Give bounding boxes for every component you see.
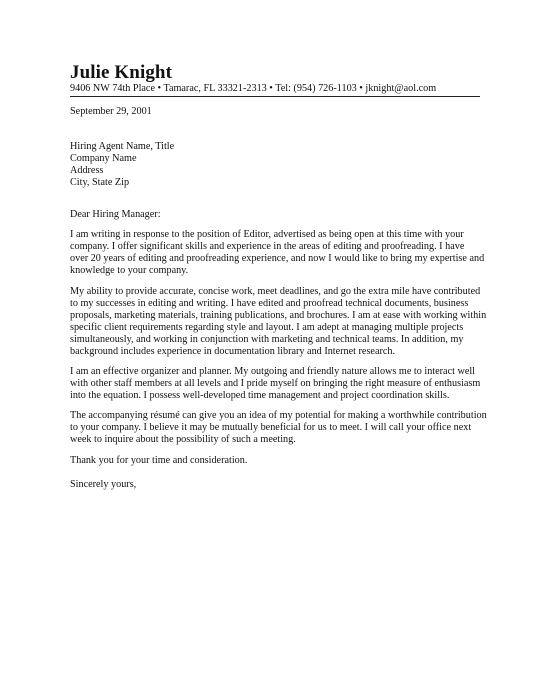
text-line: knowledge to your company. — [70, 264, 189, 276]
text-line: proposals, marketing materials, training publications, and brochures. I am at ease with working within — [70, 309, 487, 321]
closing: Sincerely yours, — [70, 479, 137, 490]
sender-name: Julie Knight — [70, 62, 173, 83]
recipient-line: Address — [70, 164, 104, 176]
text-line: My ability to provide accurate, concise work, meet deadlines, and go the extra mile have contributed — [70, 286, 481, 297]
paragraph-1 — [70, 229, 485, 277]
text-line: into the equation. I possess well-developed time management and project coordination skills. — [70, 389, 450, 401]
text-line: I am an effective organizer and planner. My outgoing and friendly nature allows me to interact well — [70, 366, 476, 377]
recipient-address — [70, 141, 485, 189]
text-line: with other staff members at all levels and I pride myself on bringing the right measure of enthusiasm — [70, 377, 481, 389]
text-line: to my successes in editing and writing. I have edited and proofread technical documents, business — [70, 297, 469, 309]
paragraph-3 — [70, 366, 485, 402]
text-line: week to inquire about the possibility of such a meeting. — [70, 433, 296, 445]
text-line: over 20 years of editing and proofreading experience, and now I would like to bring my expertise and — [70, 252, 485, 264]
paragraph-2 — [70, 286, 485, 357]
text-line: company. I offer significant skills and experience in the areas of editing and proofreading. I have — [70, 240, 465, 252]
text-line: Thank you for your time and consideration. — [70, 455, 248, 466]
text-line: The accompanying résumé can give you an idea of my potential for making a worthwhile contribution — [70, 410, 487, 421]
text-line: to your company. I believe it may be mutually beneficial for us to meet. I will call your office next — [70, 421, 472, 433]
text-line: background includes experience in documentation library and Internet research. — [70, 345, 396, 357]
text-line: I am writing in response to the position of Editor, advertised as being open at this time with your — [70, 229, 464, 240]
salutation: Dear Hiring Manager: — [70, 209, 161, 220]
text-line: simultaneously, and working in conjunction with marketing and technical teams. In addition, my — [70, 333, 464, 345]
paragraph-5 — [70, 455, 485, 467]
paragraph-4 — [70, 410, 485, 446]
contact-line: 9406 NW 74th Place • Tamarac, FL 33321-2313 • Tel: (954) 726-1103 • jknight@aol.com — [70, 83, 437, 94]
text-line: specific client requirements regarding style and layout. I am adept at managing multiple projects — [70, 321, 464, 333]
recipient-line: City, State Zip — [70, 176, 130, 188]
letter-date: September 29, 2001 — [70, 106, 152, 117]
header-divider — [70, 96, 480, 97]
recipient-line: Company Name — [70, 152, 137, 164]
recipient-line: Hiring Agent Name, Title — [70, 141, 175, 152]
